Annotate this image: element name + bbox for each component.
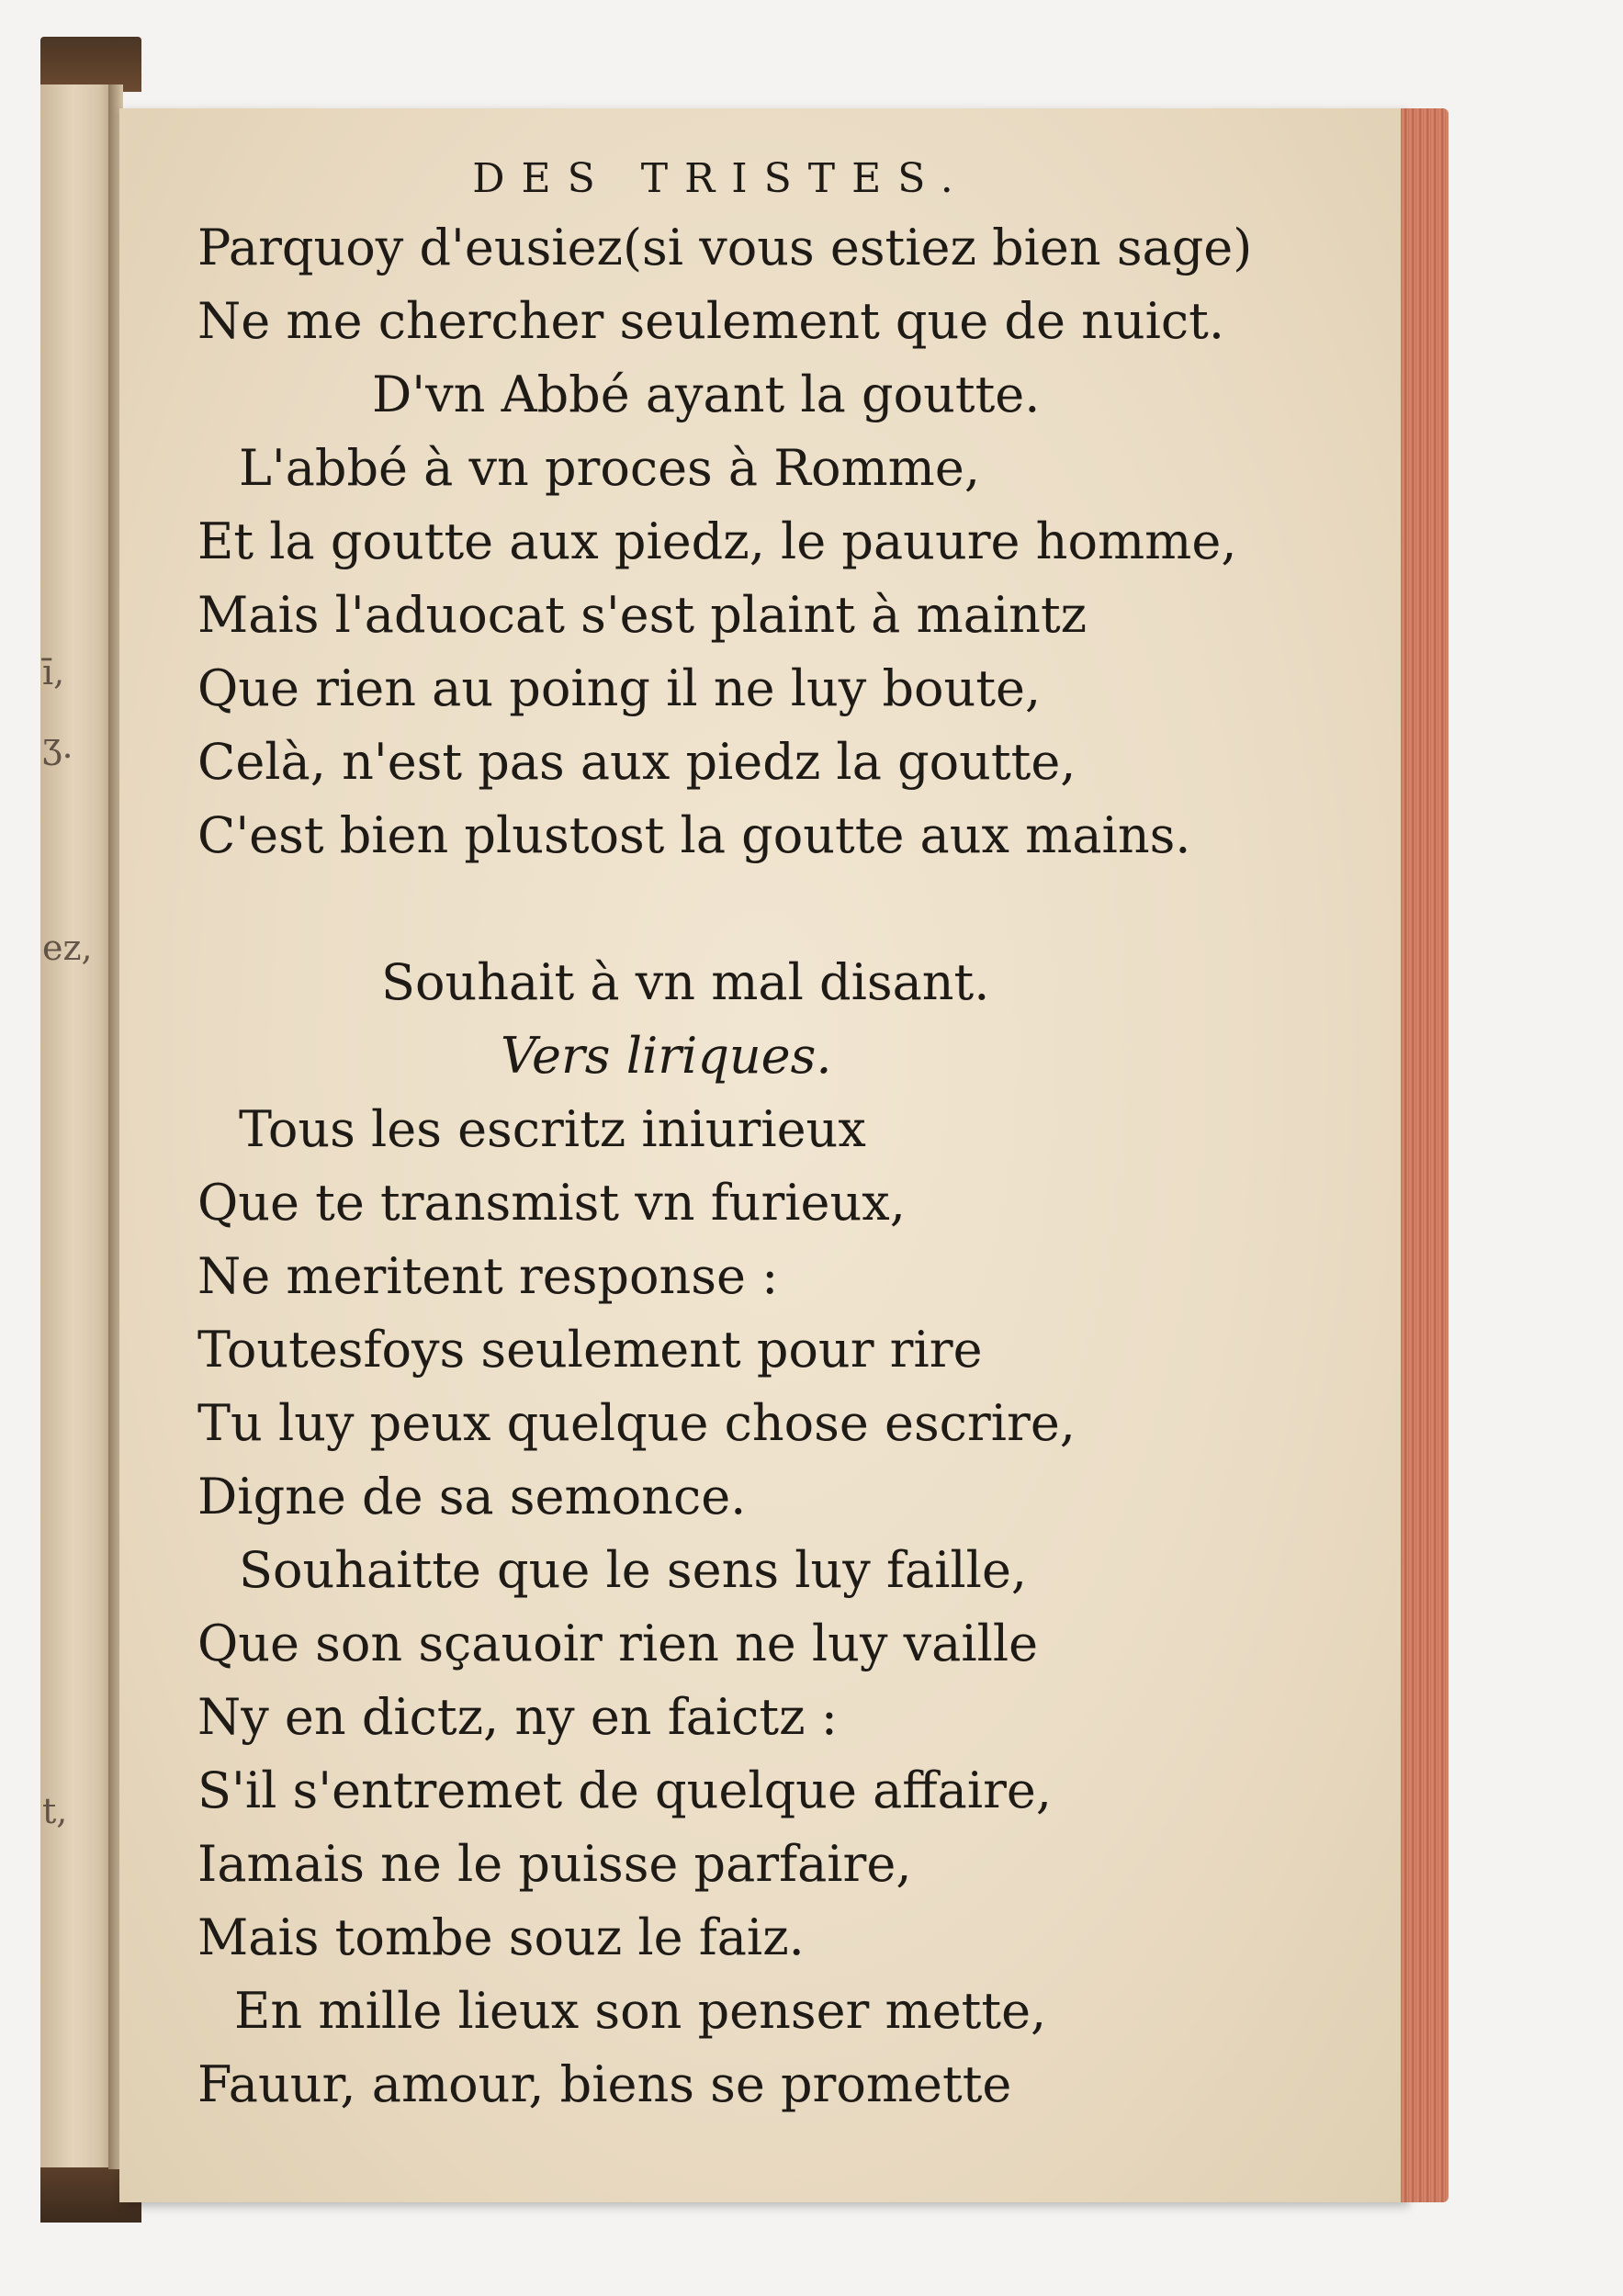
verse-line: Ny en dictz, ny en faictz : [197, 1688, 838, 1746]
verse-line: C'est bien plustost la goutte aux mains. [197, 806, 1191, 864]
facing-page-fragment: ī, [42, 652, 65, 692]
verse-line: Souhaitte que le sens luy faille, [239, 1541, 1028, 1599]
stanza-break [197, 872, 1300, 946]
verse-line: Ne me chercher seulement que de nuict. [197, 292, 1225, 350]
verse-line: Mais l'aduocat s'est plaint à maintz [197, 586, 1088, 644]
verse-line: S'il s'entremet de quelque affaire, [197, 1761, 1053, 1819]
verse-line: Que son sçauoir rien ne luy vaille [197, 1615, 1039, 1672]
verse-line: Iamais ne le puisse parfaire, [197, 1835, 912, 1893]
verse-line: Mais tombe souz le faiz. [197, 1908, 805, 1966]
verse-line: L'abbé à vn proces à Romme, [239, 439, 980, 497]
verse-line: Tu luy peux quelque chose escrire, [197, 1394, 1076, 1452]
verse-line: Fauur, amour, biens se promette [197, 2055, 1012, 2113]
verse-line: Et la goutte aux piedz, le pauure homme, [197, 512, 1237, 570]
facing-page-fragment: t, [42, 1791, 68, 1831]
verse-line: Toutesfoys seulement pour rire [197, 1321, 983, 1379]
poem-title: D'vn Abbé ayant la goutte. [372, 366, 1041, 423]
verse-line: Parquoy d'eusiez(si vous estiez bien sage) [197, 219, 1253, 276]
verse-line: En mille lieux son penser mette, [234, 1982, 1047, 2040]
verse-line: Ne meritent response : [197, 1247, 779, 1305]
verse-lines [197, 211, 1300, 2122]
verse-line: Que te transmist vn furieux, [197, 1174, 906, 1232]
running-head: DES TRISTES. [472, 155, 970, 202]
red-fore-edge [1401, 108, 1448, 2202]
page-text [197, 147, 1300, 2122]
book-cover-top [40, 37, 141, 92]
facing-page-fragment: ez, [42, 928, 93, 968]
verse-line: Tous les escritz iniurieux [239, 1100, 866, 1158]
verse-line: Digne de sa semonce. [197, 1468, 747, 1525]
facing-page-fragment: ʒ. [42, 726, 73, 766]
verse-line: Que rien au poing il ne luy boute, [197, 659, 1042, 717]
facing-page-edge [40, 84, 114, 2169]
verse-line: Celà, n'est pas aux piedz la goutte, [197, 733, 1076, 791]
poem-title: Vers liriques. [501, 1027, 832, 1085]
poem-title: Souhait à vn mal disant. [381, 953, 990, 1011]
